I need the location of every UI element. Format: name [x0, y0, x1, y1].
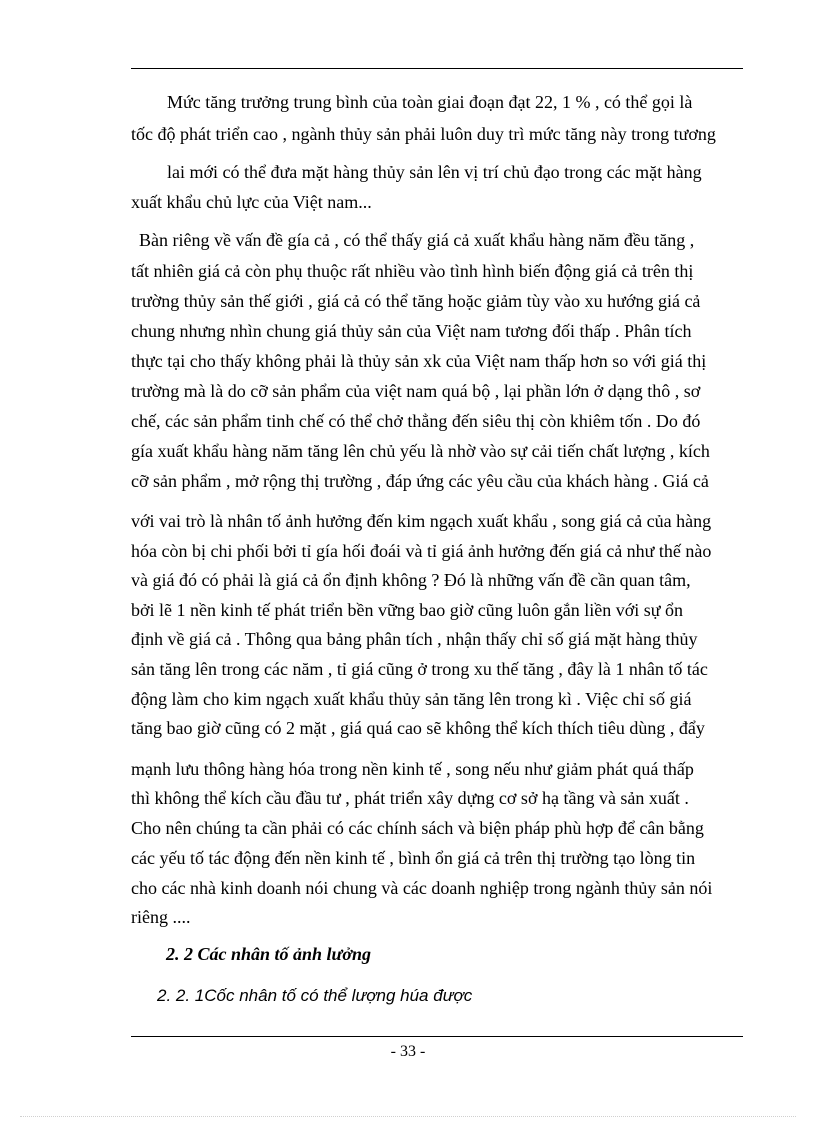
paragraph-5-line-5: cho các nhà kinh doanh nói chung và các doanh nghiệp trong ngành thủy sản nói [131, 878, 713, 898]
paragraph-5-line-3: Cho nên chúng ta cần phải có các chính sách và biện pháp phù hợp để cân bằng [131, 818, 704, 838]
paragraph-1-line-2: tốc độ phát triển cao , ngành thủy sản phải luôn duy trì mức tăng này trong tương [131, 124, 716, 144]
paragraph-5-line-2: thì không thể kích cầu đầu tư , phát triển xây dựng cơ sở hạ tầng và sản xuất . [131, 788, 689, 808]
paragraph-3-line-8: gía xuất khẩu hàng năm tăng lên chủ yếu là nhờ vào sự cải tiến chất lượng , kích [131, 441, 710, 461]
paragraph-4-line-8: tăng bao giờ cũng có 2 mặt , giá quá cao sẽ không thể kích thích tiêu dùng , đẩy [131, 718, 705, 738]
paragraph-3-line-6: trường mà là do cỡ sản phẩm của việt nam quá bộ , lại phần lớn ở dạng thô , sơ [131, 381, 701, 401]
section-heading: 2. 2 Các nhân tố ảnh lưởng [166, 944, 372, 964]
paragraph-2-line-2: xuất khẩu chủ lực của Việt nam... [131, 192, 372, 212]
paragraph-5-line-4: các yếu tố tác động đến nền kinh tế , bình ổn giá cả trên thị trường tạo lòng tin [131, 848, 696, 868]
subsection-heading: 2. 2. 1Cốc nhân tố có thể lượng húa được [157, 986, 473, 1005]
paragraph-4-line-7: động làm cho kim ngạch xuất khẩu thủy sản tăng lên trong kì . Việc chỉ số giá [131, 689, 692, 709]
paragraph-5-line-1: mạnh lưu thông hàng hóa trong nền kinh tế , song nếu như giảm phát quá thấp [131, 759, 694, 779]
paragraph-1-line-1: Mức tăng trưởng trung bình của toàn giai đoạn đạt 22, 1 % , có thể gọi là [167, 92, 693, 112]
paragraph-4-line-4: bởi lẽ 1 nền kinh tế phát triển bền vững bao giờ cũng luôn gắn liền với sự ổn [131, 600, 683, 620]
paragraph-4-line-6: sản tăng lên trong các năm , tỉ giá cũng ở trong xu thế tăng , đây là 1 nhân tố tác [131, 659, 708, 679]
paragraph-4-line-2: hóa còn bị chi phối bởi tỉ gía hối đoái và tỉ giá ảnh hưởng đến giá cả như thế nào [131, 541, 712, 561]
paragraph-4-line-1: với vai trò là nhân tố ảnh hưởng đến kim ngạch xuất khẩu , song giá cả của hàng [131, 511, 712, 531]
page-number: - 33 - [390, 1043, 426, 1060]
paragraph-3-line-4: chung nhưng nhìn chung giá thủy sản của Việt nam tương đối thấp . Phân tích [131, 321, 692, 341]
header-rule [131, 68, 743, 69]
page-edge-dotted-line [20, 1116, 796, 1117]
paragraph-3-line-7: chế, các sản phẩm tinh chế có thể chở thẳng đến siêu thị còn khiêm tốn . Do đó [131, 411, 701, 431]
paragraph-3-line-9: cỡ sản phẩm , mở rộng thị trường , đáp ứng các yêu cầu của khách hàng . Giá cả [131, 471, 709, 491]
paragraph-5-line-6: riêng .... [131, 907, 191, 927]
paragraph-3-line-1: Bàn riêng về vấn đề gía cả , có thể thấy giá cả xuất khẩu hàng năm đều tăng , [139, 230, 695, 250]
footer-rule [131, 1036, 743, 1037]
paragraph-3-line-5: thực tại cho thấy không phải là thủy sản xk của Việt nam thấp hơn so với giá thị [131, 351, 707, 371]
paragraph-3-line-3: trường thủy sản thế giới , giá cả có thể tăng hoặc giảm tùy vào xu hướng giá cả [131, 291, 701, 311]
paragraph-4-line-5: định về giá cả . Thông qua bảng phân tích , nhận thấy chỉ số giá mặt hàng thủy [131, 629, 698, 649]
paragraph-3-line-2: tất nhiên giá cả còn phụ thuộc rất nhiều vào tình hình biến động giá cả trên thị [131, 261, 694, 281]
paragraph-4-line-3: và giá đó có phải là giá cả ổn định không ? Đó là những vấn đề cần quan tâm, [131, 570, 691, 590]
paragraph-2-line-1: lai mới có thể đưa mặt hàng thủy sản lên vị trí chủ đạo trong các mặt hàng [167, 162, 702, 182]
